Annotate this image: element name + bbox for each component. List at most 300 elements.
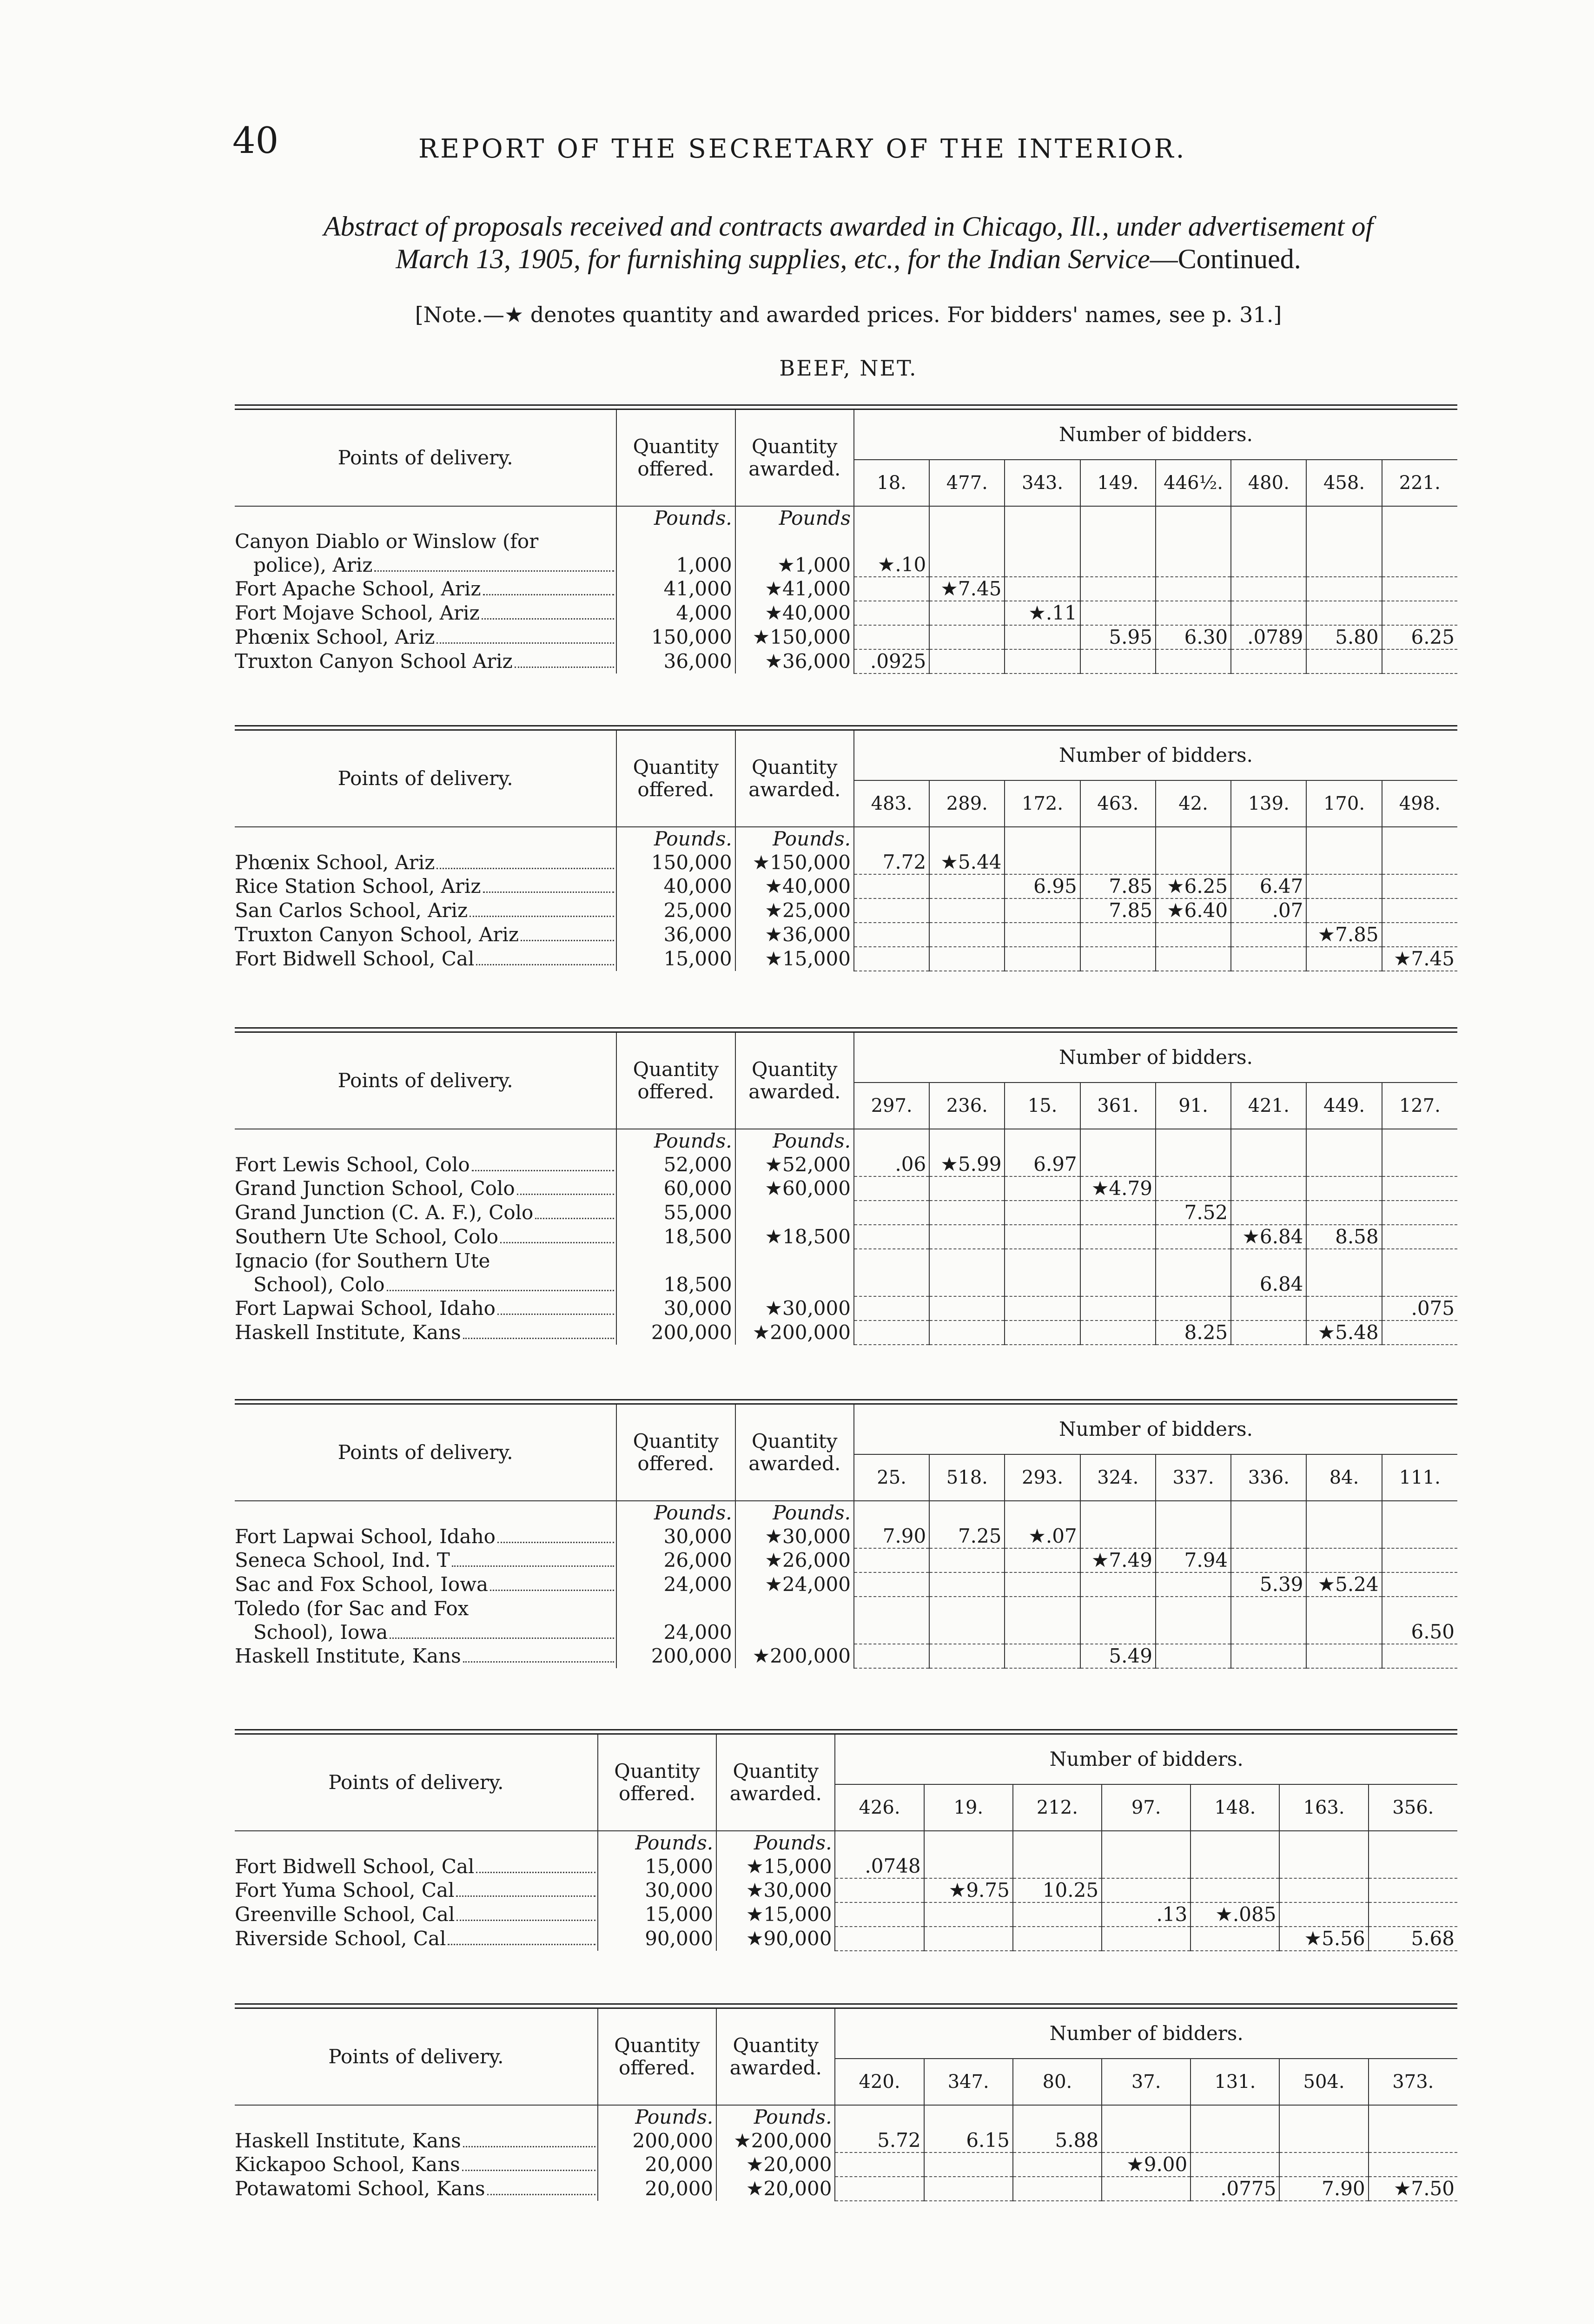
unit-offered: Pounds. xyxy=(598,2105,716,2129)
bid-price xyxy=(1231,1176,1306,1201)
bid-price xyxy=(1005,1620,1080,1644)
bid-price xyxy=(1005,553,1080,577)
bid-price xyxy=(929,625,1005,649)
table-row xyxy=(235,649,1457,673)
table-row xyxy=(235,1273,1457,1296)
bid-price xyxy=(854,898,929,923)
leader-dots xyxy=(472,1170,615,1171)
quantity-awarded: ★41,000 xyxy=(735,577,854,601)
bidder-number: 97. xyxy=(1102,1784,1191,1831)
bid-price xyxy=(1369,2129,1457,2152)
bid-price xyxy=(854,625,929,649)
units-bid-spacer xyxy=(1102,2105,1191,2129)
delivery-point: Ignacio (for Southern Ute xyxy=(235,1249,490,1272)
bidder-number: 498. xyxy=(1382,780,1457,827)
bid-price xyxy=(929,923,1005,947)
bid-price: 6.25 xyxy=(1382,625,1457,649)
bid-price xyxy=(1005,1176,1080,1201)
units-bid-spacer xyxy=(1005,827,1080,851)
delivery-point-name: Fort Yuma School, Cal xyxy=(235,1879,455,1901)
delivery-point-leader xyxy=(235,601,616,625)
bid-price xyxy=(1156,1644,1231,1668)
quantity-awarded: ★1,000 xyxy=(735,553,854,577)
delivery-point-leader xyxy=(235,2177,597,2200)
units-bid-spacer xyxy=(854,827,929,851)
leader-dots xyxy=(487,2194,595,2195)
header-points: Points of delivery. xyxy=(235,410,616,506)
delivery-point-leader xyxy=(235,851,616,874)
header-number-of-bidders: Number of bidders. xyxy=(854,410,1457,460)
bid-spacer xyxy=(1156,1597,1231,1620)
bid-price xyxy=(1191,2129,1279,2152)
bidder-number: 337. xyxy=(1156,1454,1231,1501)
quantity-awarded: ★25,000 xyxy=(735,898,854,923)
leader-dots xyxy=(456,1920,595,1921)
bid-price: 5.88 xyxy=(1013,2129,1102,2152)
bid-price: .0789 xyxy=(1231,625,1306,649)
bidder-number: 504. xyxy=(1279,2059,1368,2105)
delivery-point-leader xyxy=(235,1903,597,1926)
bid-price xyxy=(1306,1548,1382,1572)
bid-price xyxy=(854,874,929,898)
quantity-offered: 18,500 xyxy=(616,1273,735,1296)
delivery-point-name: Seneca School, Ind. T xyxy=(235,1549,450,1571)
delivery-point-leader xyxy=(235,1201,616,1224)
bidder-number: 483. xyxy=(854,780,929,827)
bid-spacer xyxy=(1306,530,1382,553)
bid-price: ★.10 xyxy=(854,553,929,577)
bid-price xyxy=(1156,649,1231,673)
quantity-offered: 60,000 xyxy=(616,1176,735,1201)
delivery-point-leader xyxy=(235,1225,616,1248)
bid-price xyxy=(1080,1525,1156,1548)
bid-price xyxy=(1005,1572,1080,1597)
header-points: Points of delivery. xyxy=(235,1405,616,1501)
header-number-of-bidders: Number of bidders. xyxy=(835,1735,1457,1784)
bid-price: .0748 xyxy=(835,1855,924,1878)
bid-price xyxy=(1382,1176,1457,1201)
bid-spacer xyxy=(854,1249,929,1273)
bidder-number: 343. xyxy=(1005,460,1080,506)
header-qty-offered: Quantity offered. xyxy=(616,410,735,506)
delivery-point-name: Haskell Institute, Kans xyxy=(235,1644,461,1667)
bid-price xyxy=(854,577,929,601)
units-bid-spacer xyxy=(1005,506,1080,530)
bid-price xyxy=(1382,1320,1457,1345)
bid-price xyxy=(1382,649,1457,673)
bid-spacer xyxy=(1156,530,1231,553)
bid-price: 7.52 xyxy=(1156,1201,1231,1225)
delivery-point-leader xyxy=(235,1177,616,1200)
bid-spacer xyxy=(1382,1249,1457,1273)
bid-price xyxy=(1005,1548,1080,1572)
bid-price xyxy=(1231,1525,1306,1548)
delivery-point-name: Sac and Fox School, Iowa xyxy=(235,1573,489,1596)
bid-price: ★5.24 xyxy=(1306,1572,1382,1597)
bid-price xyxy=(1191,1855,1279,1878)
header-number-of-bidders: Number of bidders. xyxy=(854,1405,1457,1454)
delivery-point xyxy=(235,1153,616,1176)
units-spacer xyxy=(235,1129,616,1153)
quantity-offered: 20,000 xyxy=(598,2152,716,2177)
bid-price xyxy=(1231,923,1306,947)
quantity-offered: 15,000 xyxy=(616,947,735,971)
table-row xyxy=(235,1855,1457,1878)
leader-dots xyxy=(463,2146,595,2147)
bid-price xyxy=(835,1927,924,1951)
bid-price: 7.94 xyxy=(1156,1548,1231,1572)
quantity-awarded: ★200,000 xyxy=(735,1320,854,1345)
bid-price xyxy=(929,947,1005,971)
quantity-offered: 24,000 xyxy=(616,1620,735,1644)
bid-price xyxy=(1013,2177,1102,2201)
delivery-point-leader xyxy=(235,1321,616,1344)
bid-price xyxy=(929,874,1005,898)
bids-table-6 xyxy=(235,2003,1457,2201)
units-bid-spacer xyxy=(835,2105,924,2129)
delivery-point xyxy=(235,1927,598,1951)
delivery-point-name: Potawatomi School, Kans xyxy=(235,2177,485,2200)
table xyxy=(235,410,1457,674)
bid-price xyxy=(1080,851,1156,874)
delivery-point xyxy=(235,1296,616,1320)
bid-price xyxy=(1382,1572,1457,1597)
bid-price: .06 xyxy=(854,1153,929,1176)
bid-price: 10.25 xyxy=(1013,1878,1102,1902)
caption xyxy=(232,210,1464,275)
delivery-point xyxy=(235,553,616,577)
delivery-point-leader xyxy=(235,875,616,898)
bid-price xyxy=(924,1902,1013,1927)
quantity-awarded xyxy=(735,1597,854,1620)
units-bid-spacer xyxy=(1231,827,1306,851)
delivery-point-leader xyxy=(235,1549,616,1572)
units-row xyxy=(235,1831,1457,1855)
bid-price xyxy=(929,553,1005,577)
bid-price xyxy=(1102,1855,1191,1878)
unit-offered: Pounds. xyxy=(616,506,735,530)
bid-spacer xyxy=(1306,1597,1382,1620)
bid-price xyxy=(1005,923,1080,947)
bidder-number: 19. xyxy=(924,1784,1013,1831)
bidder-number: 420. xyxy=(835,2059,924,2105)
quantity-awarded: ★26,000 xyxy=(735,1548,854,1572)
bid-price: 7.90 xyxy=(1279,2177,1368,2201)
quantity-awarded: ★40,000 xyxy=(735,874,854,898)
delivery-point-name: Grand Junction (C. A. F.), Colo xyxy=(235,1201,534,1224)
bid-price xyxy=(1306,1273,1382,1296)
bidder-number: 131. xyxy=(1191,2059,1279,2105)
delivery-point xyxy=(235,2152,598,2177)
bid-price xyxy=(929,649,1005,673)
units-bid-spacer xyxy=(924,1831,1013,1855)
bid-price xyxy=(1231,947,1306,971)
quantity-awarded: ★150,000 xyxy=(735,851,854,874)
delivery-point-name: Haskell Institute, Kans xyxy=(235,1321,461,1344)
bid-price xyxy=(854,923,929,947)
leader-dots xyxy=(452,1565,614,1567)
quantity-awarded: ★15,000 xyxy=(735,947,854,971)
bidder-number: 324. xyxy=(1080,1454,1156,1501)
table-row xyxy=(235,1201,1457,1225)
bid-price xyxy=(1279,1902,1368,1927)
quantity-awarded: ★15,000 xyxy=(716,1855,835,1878)
table-row xyxy=(235,1902,1457,1927)
units-bid-spacer xyxy=(929,1129,1005,1153)
bid-price: 5.68 xyxy=(1369,1927,1457,1951)
bid-price: 6.84 xyxy=(1231,1273,1306,1296)
leader-dots xyxy=(463,1661,615,1663)
units-bid-spacer xyxy=(1013,2105,1102,2129)
bid-price xyxy=(1005,577,1080,601)
quantity-offered: 52,000 xyxy=(616,1153,735,1176)
bid-price xyxy=(929,1225,1005,1249)
bid-spacer xyxy=(1306,1249,1382,1273)
delivery-point-name: Phœnix School, Ariz xyxy=(235,626,435,648)
table xyxy=(235,2009,1457,2201)
quantity-offered: 30,000 xyxy=(616,1525,735,1548)
bid-price xyxy=(1231,1296,1306,1320)
bid-price xyxy=(854,1572,929,1597)
quantity-offered: 200,000 xyxy=(616,1644,735,1668)
table-row xyxy=(235,1620,1457,1644)
leader-dots xyxy=(463,1338,615,1339)
bid-price xyxy=(854,1296,929,1320)
units-spacer xyxy=(235,2105,598,2129)
table-row xyxy=(235,923,1457,947)
units-bid-spacer xyxy=(1156,506,1231,530)
bid-price: 5.95 xyxy=(1080,625,1156,649)
units-bid-spacer xyxy=(929,506,1005,530)
units-bid-spacer xyxy=(854,1501,929,1525)
header-points: Points of delivery. xyxy=(235,1033,616,1129)
leader-dots xyxy=(374,570,614,572)
caption-tail: —Continued. xyxy=(1150,244,1301,274)
bidder-number: 446½. xyxy=(1156,460,1231,506)
unit-awarded: Pounds. xyxy=(735,1129,854,1153)
leader-dots xyxy=(462,2170,595,2171)
header-qty-awarded: Quantity awarded. xyxy=(716,2009,835,2105)
delivery-point-leader xyxy=(235,1879,597,1902)
bid-price xyxy=(1231,1201,1306,1225)
header-qty-awarded: Quantity awarded. xyxy=(716,1735,835,1831)
delivery-point xyxy=(235,1320,616,1345)
bid-price xyxy=(1306,947,1382,971)
quantity-offered: 36,000 xyxy=(616,649,735,673)
leader-dots xyxy=(470,916,614,917)
table-row xyxy=(235,1927,1457,1951)
bid-price: ★4.79 xyxy=(1080,1176,1156,1201)
delivery-point-leader xyxy=(235,626,616,649)
quantity-offered: 15,000 xyxy=(598,1855,716,1878)
quantity-offered: 41,000 xyxy=(616,577,735,601)
table-row-continued xyxy=(235,530,1457,553)
bid-price xyxy=(1382,923,1457,947)
bid-price xyxy=(1005,1225,1080,1249)
delivery-point-name: Fort Lapwai School, Idaho xyxy=(235,1297,496,1320)
unit-awarded: Pounds. xyxy=(735,1501,854,1525)
delivery-point-name: Fort Bidwell School, Cal xyxy=(235,1855,475,1878)
delivery-point xyxy=(235,1902,598,1927)
bid-spacer xyxy=(854,530,929,553)
quantity-offered: 20,000 xyxy=(598,2177,716,2201)
bids-table-1 xyxy=(235,404,1457,674)
bid-price xyxy=(924,1855,1013,1878)
leader-dots xyxy=(483,891,615,893)
bid-price xyxy=(1306,1620,1382,1644)
bid-price xyxy=(854,1225,929,1249)
bid-spacer xyxy=(1005,1249,1080,1273)
units-row xyxy=(235,1129,1457,1153)
table-row xyxy=(235,553,1457,577)
delivery-point-name: Grand Junction School, Colo xyxy=(235,1177,515,1200)
table-row xyxy=(235,2152,1457,2177)
table-row xyxy=(235,1878,1457,1902)
leader-dots xyxy=(482,618,614,620)
delivery-point-leader xyxy=(235,577,616,601)
bid-price xyxy=(1306,1153,1382,1176)
table-row xyxy=(235,601,1457,625)
bid-price xyxy=(1080,1225,1156,1249)
header-number-of-bidders: Number of bidders. xyxy=(854,1033,1457,1083)
unit-awarded: Pounds xyxy=(735,506,854,530)
bidder-number: 449. xyxy=(1306,1083,1382,1129)
delivery-point-name: Fort Apache School, Ariz xyxy=(235,577,481,600)
leader-dots xyxy=(535,1218,614,1219)
bid-price xyxy=(1005,851,1080,874)
bid-price xyxy=(1102,2129,1191,2152)
table-top-rule xyxy=(235,404,1457,410)
bid-price xyxy=(1080,649,1156,673)
bid-price xyxy=(1306,898,1382,923)
bid-price xyxy=(1231,1644,1306,1668)
bidder-number: 148. xyxy=(1191,1784,1279,1831)
quantity-awarded: ★36,000 xyxy=(735,923,854,947)
bid-price xyxy=(1080,1620,1156,1644)
bid-price xyxy=(854,1320,929,1345)
delivery-point-leader xyxy=(235,1153,616,1176)
bid-price: ★5.44 xyxy=(929,851,1005,874)
bid-price: ★5.99 xyxy=(929,1153,1005,1176)
bidder-number: 293. xyxy=(1005,1454,1080,1501)
delivery-point-leader xyxy=(235,2153,597,2176)
delivery-point-leader xyxy=(235,1573,616,1596)
bid-spacer xyxy=(1231,530,1306,553)
bid-price xyxy=(1279,1878,1368,1902)
bid-price xyxy=(1231,649,1306,673)
bid-price xyxy=(1306,553,1382,577)
delivery-point xyxy=(235,947,616,971)
delivery-point xyxy=(235,1548,616,1572)
units-spacer xyxy=(235,506,616,530)
units-row xyxy=(235,2105,1457,2129)
bid-price xyxy=(1231,601,1306,625)
table-row-continued xyxy=(235,1597,1457,1620)
bid-price: ★5.56 xyxy=(1279,1927,1368,1951)
delivery-point xyxy=(235,1572,616,1597)
bidder-number: 458. xyxy=(1306,460,1382,506)
bid-price: ★.07 xyxy=(1005,1525,1080,1548)
bid-price xyxy=(1382,1548,1457,1572)
quantity-offered: 36,000 xyxy=(616,923,735,947)
bid-price xyxy=(854,1176,929,1201)
bid-price xyxy=(1306,1176,1382,1201)
bid-price: .13 xyxy=(1102,1902,1191,1927)
bid-price xyxy=(1080,1296,1156,1320)
units-row xyxy=(235,1501,1457,1525)
leader-dots xyxy=(387,1290,615,1291)
bidder-number: 336. xyxy=(1231,1454,1306,1501)
delivery-point xyxy=(235,1225,616,1249)
quantity-offered: 150,000 xyxy=(616,851,735,874)
unit-offered: Pounds. xyxy=(616,827,735,851)
section-title: BEEF, NET. xyxy=(779,356,918,381)
quantity-offered: 1,000 xyxy=(616,553,735,577)
bid-price: ★6.84 xyxy=(1231,1225,1306,1249)
table-row xyxy=(235,1644,1457,1668)
table-row xyxy=(235,1176,1457,1201)
delivery-point xyxy=(235,1201,616,1225)
delivery-point xyxy=(235,1878,598,1902)
bids-table-5 xyxy=(235,1729,1457,1951)
bid-price xyxy=(1080,577,1156,601)
leader-dots xyxy=(437,642,614,644)
bid-price xyxy=(1005,1320,1080,1345)
header-points: Points of delivery. xyxy=(235,2009,598,2105)
table-row xyxy=(235,625,1457,649)
leader-dots xyxy=(490,1590,614,1591)
bids-table-4 xyxy=(235,1399,1457,1669)
bid-price xyxy=(1156,1225,1231,1249)
bid-price: 6.97 xyxy=(1005,1153,1080,1176)
units-spacer xyxy=(235,1831,598,1855)
bid-price xyxy=(1013,1855,1102,1878)
delivery-point-leader xyxy=(253,1621,616,1644)
bid-price: 7.25 xyxy=(929,1525,1005,1548)
units-bid-spacer xyxy=(1382,506,1457,530)
delivery-point-name: School), Colo xyxy=(253,1273,385,1296)
delivery-point-name: police), Ariz xyxy=(253,553,373,576)
quantity-awarded: ★200,000 xyxy=(716,2129,835,2152)
units-bid-spacer xyxy=(924,2105,1013,2129)
bid-price xyxy=(1306,1644,1382,1668)
bidder-number: 480. xyxy=(1231,460,1306,506)
units-bid-spacer xyxy=(1080,827,1156,851)
bid-price xyxy=(1005,649,1080,673)
bidder-number: 477. xyxy=(929,460,1005,506)
delivery-point xyxy=(235,1620,616,1644)
bid-spacer xyxy=(929,1597,1005,1620)
bid-price xyxy=(929,1548,1005,1572)
units-bid-spacer xyxy=(1369,2105,1457,2129)
delivery-point-name: Fort Bidwell School, Cal xyxy=(235,947,475,970)
running-head: REPORT OF THE SECRETARY OF THE INTERIOR. xyxy=(418,134,1187,164)
bid-price xyxy=(1369,1902,1457,1927)
bid-price xyxy=(929,1320,1005,1345)
units-bid-spacer xyxy=(835,1831,924,1855)
bid-price: ★6.40 xyxy=(1156,898,1231,923)
leader-dots xyxy=(500,1242,614,1243)
page-number: 40 xyxy=(232,120,279,162)
bid-price xyxy=(1005,947,1080,971)
table-top-rule xyxy=(235,1399,1457,1405)
bid-price: ★7.49 xyxy=(1080,1548,1156,1572)
bid-price xyxy=(854,947,929,971)
table-top-rule xyxy=(235,2003,1457,2009)
delivery-point-leader xyxy=(235,650,616,673)
delivery-point-name: Truxton Canyon School Ariz xyxy=(235,650,513,673)
bid-price xyxy=(929,1644,1005,1668)
